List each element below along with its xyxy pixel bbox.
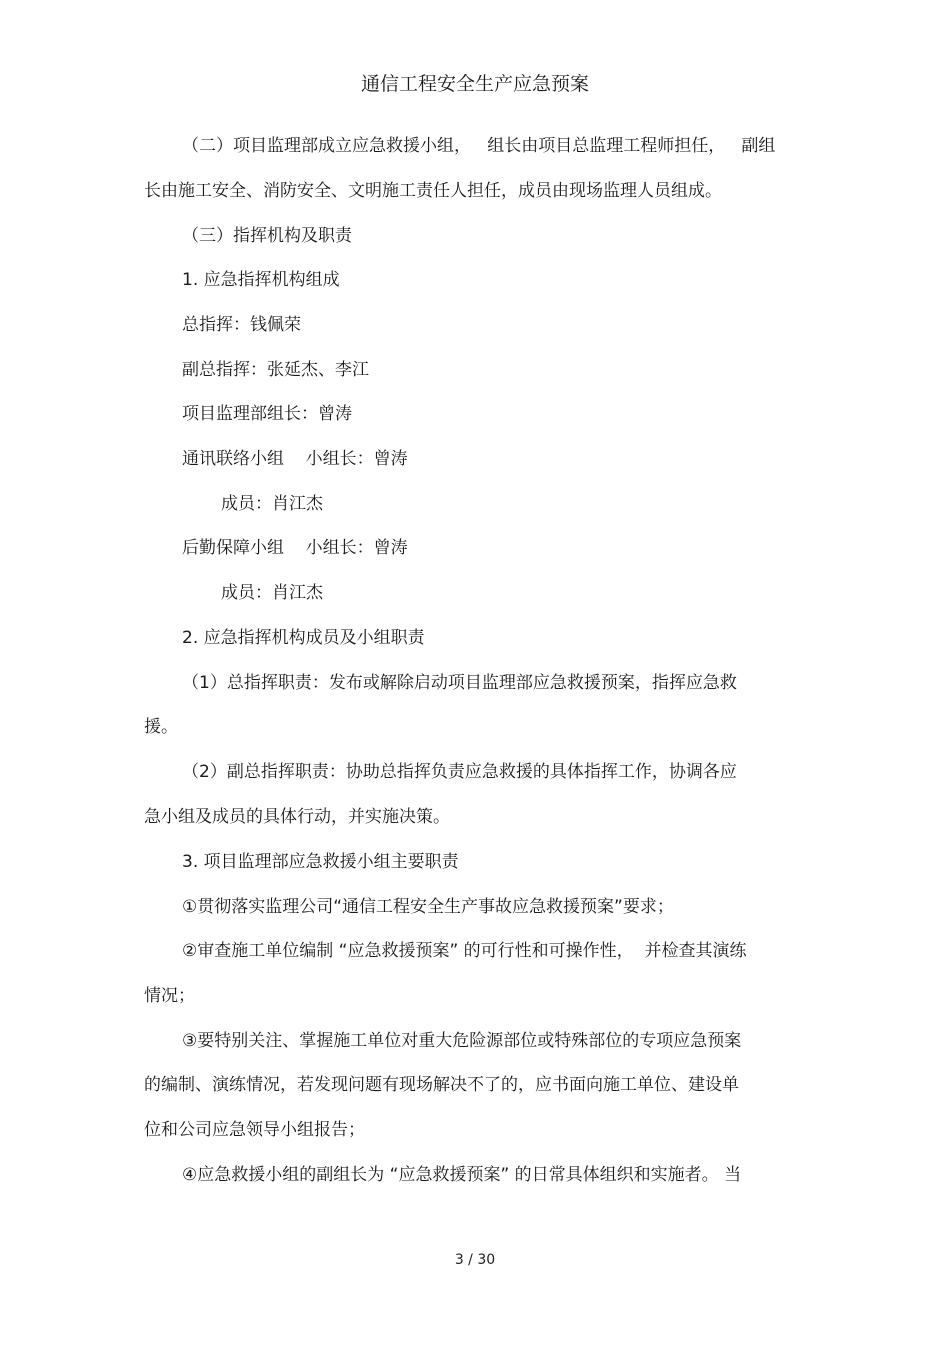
duty-item-1: ①贯彻落实监理公司“通信工程安全生产事故应急救援预案”要求； <box>182 897 674 917</box>
duty-item-3: ③要特别关注、掌握施工单位对重大危险源部位或特殊部位的专项应急预案 <box>182 1031 742 1051</box>
duty-item-3-continued-2: 位和公司应急领导小组报告； <box>144 1120 365 1140</box>
communication-member-line: 成员：肖江杰 <box>221 494 323 514</box>
paragraph-line-14: 援。 <box>144 717 178 737</box>
paragraph-line-1: （二）项目监理部成立应急救援小组， 组长由项目总监理工程师担任， 副组 <box>182 136 776 156</box>
paragraph-line-13: （1）总指挥职责：发布或解除启动项目监理部应急救援预案，指挥应急救 <box>182 673 737 693</box>
commander-line: 总指挥：钱佩荣 <box>182 315 301 335</box>
duty-item-3-continued-1: 的编制、演练情况，若发现问题有现场解决不了的，应书面向施工单位、建设单 <box>144 1075 739 1095</box>
subsection-heading-1: 1. 应急指挥机构组成 <box>182 270 340 290</box>
duty-item-2: ②审查施工单位编制 “应急救援预案” 的可行性和可操作性， 并检查其演练 <box>182 941 747 961</box>
page-number: 3 / 30 <box>454 1252 496 1268</box>
duty-item-2-continued: 情况； <box>144 986 195 1006</box>
duty-item-4: ④应急救援小组的副组长为 “应急救援预案” 的日常具体组织和实施者。 当 <box>182 1165 742 1185</box>
subsection-heading-3: 3. 项目监理部应急救援小组主要职责 <box>182 852 459 872</box>
page-title: 通信工程安全生产应急预案 <box>360 73 589 95</box>
paragraph-line-2: 长由施工安全、消防安全、文明施工责任人担任，成员由现场监理人员组成。 <box>144 181 722 201</box>
subsection-heading-2: 2. 应急指挥机构成员及小组职责 <box>182 628 425 648</box>
paragraph-line-16: 急小组及成员的具体行动，并实施决策。 <box>144 807 450 827</box>
deputy-commander-line: 副总指挥：张延杰、李江 <box>182 360 369 380</box>
section-heading-3: （三）指挥机构及职责 <box>182 226 352 246</box>
logistics-member-line: 成员：肖江杰 <box>221 583 323 603</box>
logistics-group-line: 后勤保障小组 小组长：曾涛 <box>182 538 408 558</box>
supervision-leader-line: 项目监理部组长：曾涛 <box>182 404 352 424</box>
paragraph-line-15: （2）副总指挥职责：协助总指挥负责应急救援的具体指挥工作，协调各应 <box>182 762 737 782</box>
communication-group-line: 通讯联络小组 小组长：曾涛 <box>182 449 408 469</box>
